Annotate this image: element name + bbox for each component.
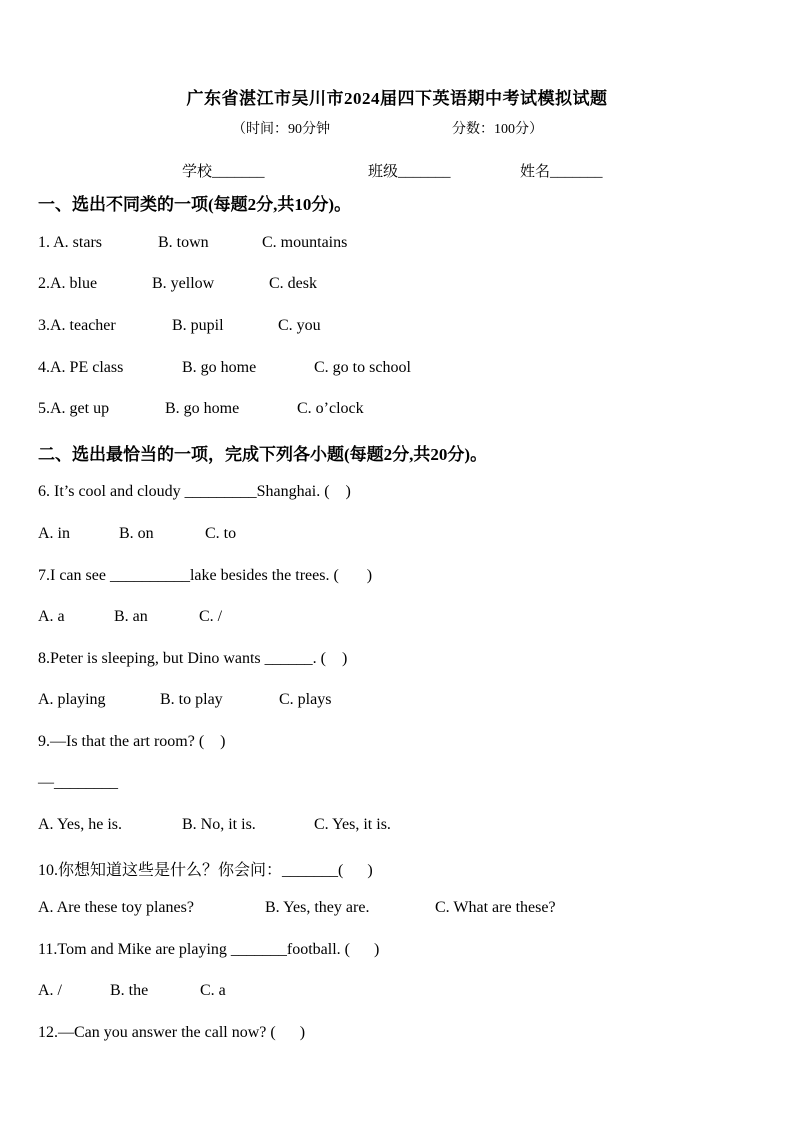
question-4-option-b: B. go home [182, 359, 257, 376]
question-8-option-b: B. to play [160, 691, 223, 708]
class-field: 班级_______ [368, 164, 451, 180]
question-11-option-b: B. the [110, 982, 149, 999]
question-6-option-b: B. on [119, 525, 154, 542]
question-6-option-c: C. to [205, 525, 237, 542]
question-2-option-c: C. desk [269, 275, 317, 292]
question-1-option-a: 1. A. stars [38, 234, 102, 251]
question-3-option-b: B. pupil [172, 317, 224, 334]
question-1-option-c: C. mountains [262, 234, 348, 251]
question-2-option-b: B. yellow [152, 275, 215, 292]
question-9-stem: 9.—Is that the art room? ( ) [38, 733, 226, 750]
question-6-option-a: A. in [38, 525, 70, 542]
question-8-option-a: A. playing [38, 691, 106, 708]
question-9-option-c: C. Yes, it is. [314, 816, 391, 833]
page-title: 广东省湛江市吴川市2024届四下英语期中考试模拟试题 [186, 89, 608, 108]
section1-heading: 一、选出不同类的一项(每题2分,共10分)。 [38, 195, 352, 214]
question-6-stem: 6. It’s cool and cloudy _________Shanghai. ( ) [38, 483, 351, 500]
question-10-option-a: A. Are these toy planes? [38, 899, 194, 916]
question-9-option-b: B. No, it is. [182, 816, 256, 833]
question-5-option-a: 5.A. get up [38, 400, 110, 417]
question-5-option-c: C. o’clock [297, 400, 364, 417]
exam-time: （时间：90分钟 [232, 122, 330, 137]
question-9-answer-line: —________ [38, 774, 118, 791]
question-10-option-b: B. Yes, they are. [265, 899, 370, 916]
question-5-option-b: B. go home [165, 400, 240, 417]
school-field: 学校_______ [182, 164, 265, 180]
question-12-stem: 12.—Can you answer the call now? ( ) [38, 1024, 306, 1041]
question-10-option-c: C. What are these? [435, 899, 556, 916]
question-11-option-c: C. a [200, 982, 226, 999]
question-4-option-a: 4.A. PE class [38, 359, 124, 376]
question-11-option-a: A. / [38, 982, 62, 999]
question-9-option-a: A. Yes, he is. [38, 816, 123, 833]
question-10-stem: 10.你想知道这些是什么？你会问：_______( ) [38, 862, 373, 879]
exam-score: 分数：100分） [452, 122, 543, 137]
question-3-option-a: 3.A. teacher [38, 317, 116, 334]
question-7-option-a: A. a [38, 608, 65, 625]
question-8-stem: 8.Peter is sleeping, but Dino wants ______. ( ) [38, 650, 348, 667]
question-2-option-a: 2.A. blue [38, 275, 98, 292]
question-1-option-b: B. town [158, 234, 209, 251]
section2-heading: 二、选出最恰当的一项，完成下列各小题(每题2分,共20分)。 [38, 445, 488, 464]
question-7-stem: 7.I can see __________lake besides the trees. ( ) [38, 567, 373, 584]
question-11-stem: 11.Tom and Mike are playing _______football. ( ) [38, 941, 380, 958]
question-3-option-c: C. you [278, 317, 321, 334]
question-7-option-b: B. an [114, 608, 148, 625]
question-7-option-c: C. / [199, 608, 223, 625]
question-8-option-c: C. plays [279, 691, 332, 708]
question-4-option-c: C. go to school [314, 359, 411, 376]
name-field: 姓名_______ [520, 164, 603, 180]
